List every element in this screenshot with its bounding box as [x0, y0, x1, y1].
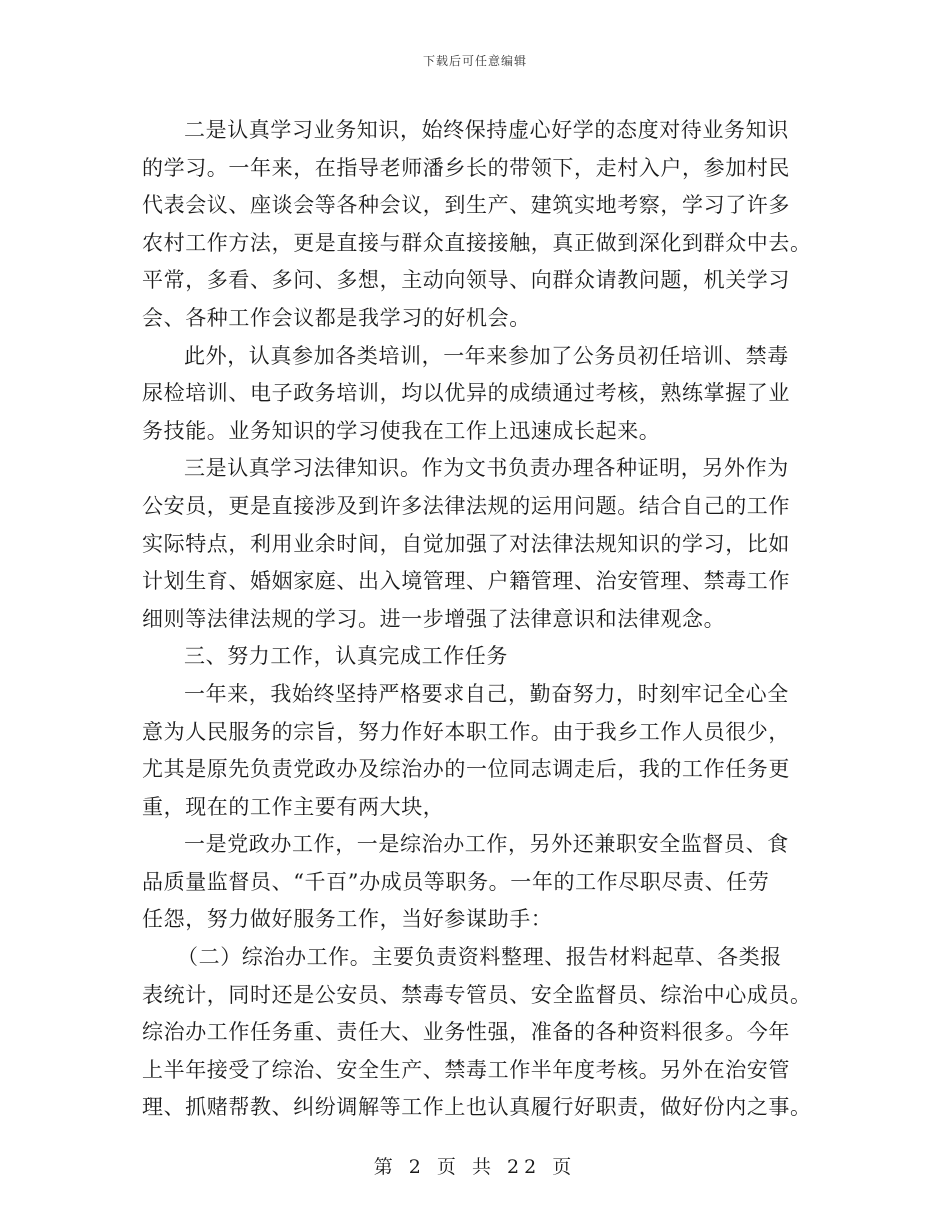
text-line: 会、各种工作会议都是我学习的好机会。: [142, 305, 531, 330]
text-line: 意为人民服务的宗旨，努力作好本职工作。由于我乡工作人员很少，: [142, 719, 790, 744]
text-line: 务技能。业务知识的学习使我在工作上迅速成长起来。: [142, 418, 661, 443]
section-heading: 三、努力工作，认真完成工作任务: [184, 644, 508, 669]
text-line: 平常，多看、多问、多想，主动向领导、向群众请教问题，机关学习: [142, 268, 790, 293]
document-body: [142, 112, 812, 1127]
text-line: 的学习。一年来，在指导老师潘乡长的带领下，走村入户，参加村民: [142, 155, 790, 180]
text-line: 理、抓赌帮教、纠纷调解等工作上也认真履行好职责，做好份内之事。: [142, 1095, 812, 1120]
text-line: 品质量监督员、“千百”办成员等职务。一年的工作尽职尽责、任劳: [142, 869, 770, 894]
text-line: 综治办工作任务重、责任大、业务性强，准备的各种资料很多。今年: [142, 1020, 790, 1045]
text-line: 上半年接受了综治、安全生产、禁毒工作半年度考核。另外在治安管: [142, 1057, 790, 1082]
text-line: 一年来，我始终坚持严格要求自己，勤奋努力，时刻牢记全心全: [184, 681, 789, 706]
text-line: 表统计，同时还是公安员、禁毒专管员、安全监督员、综治中心成员。: [142, 982, 812, 1007]
text-line: 三是认真学习法律知识。作为文书负责办理各种证明，另外作为: [184, 456, 789, 481]
text-line: （二）综治办工作。主要负责资料整理、报告材料起草、各类报: [177, 945, 782, 970]
text-line: 尤其是原先负责党政办及综治办的一位同志调走后，我的工作任务更: [142, 757, 790, 782]
text-line: 实际特点，利用业余时间，自觉加强了对法律法规知识的学习，比如: [142, 531, 790, 556]
text-line: 尿检培训、电子政务培训，均以优异的成绩通过考核，熟练掌握了业: [142, 381, 790, 406]
text-line: 公安员，更是直接涉及到许多法律法规的运用问题。结合自己的工作: [142, 493, 790, 518]
text-line: 农村工作方法，更是直接与群众直接接触，真正做到深化到群众中去。: [142, 230, 812, 255]
page-number-footer: 第 2 页 共 22 页: [373, 1156, 577, 1178]
text-line: 一是党政办工作，一是综治办工作，另外还兼职安全监督员、食: [184, 832, 789, 857]
page-header: 下载后可任意编辑: [422, 54, 527, 68]
text-line: 任怨，努力做好服务工作，当好参谋助手：: [142, 907, 553, 932]
text-line: 细则等法律法规的学习。进一步增强了法律意识和法律观念。: [142, 606, 726, 631]
text-line: 代表会议、座谈会等各种会议，到生产、建筑实地考察，学习了许多: [142, 193, 790, 218]
text-line: 计划生育、婚姻家庭、出入境管理、户籍管理、治安管理、禁毒工作: [142, 569, 790, 594]
text-line: 二是认真学习业务知识，始终保持虚心好学的态度对待业务知识: [184, 118, 789, 142]
text-line: 重，现在的工作主要有两大块，: [142, 794, 445, 819]
text-line: 此外，认真参加各类培训，一年来参加了公务员初任培训、禁毒: [184, 343, 789, 368]
